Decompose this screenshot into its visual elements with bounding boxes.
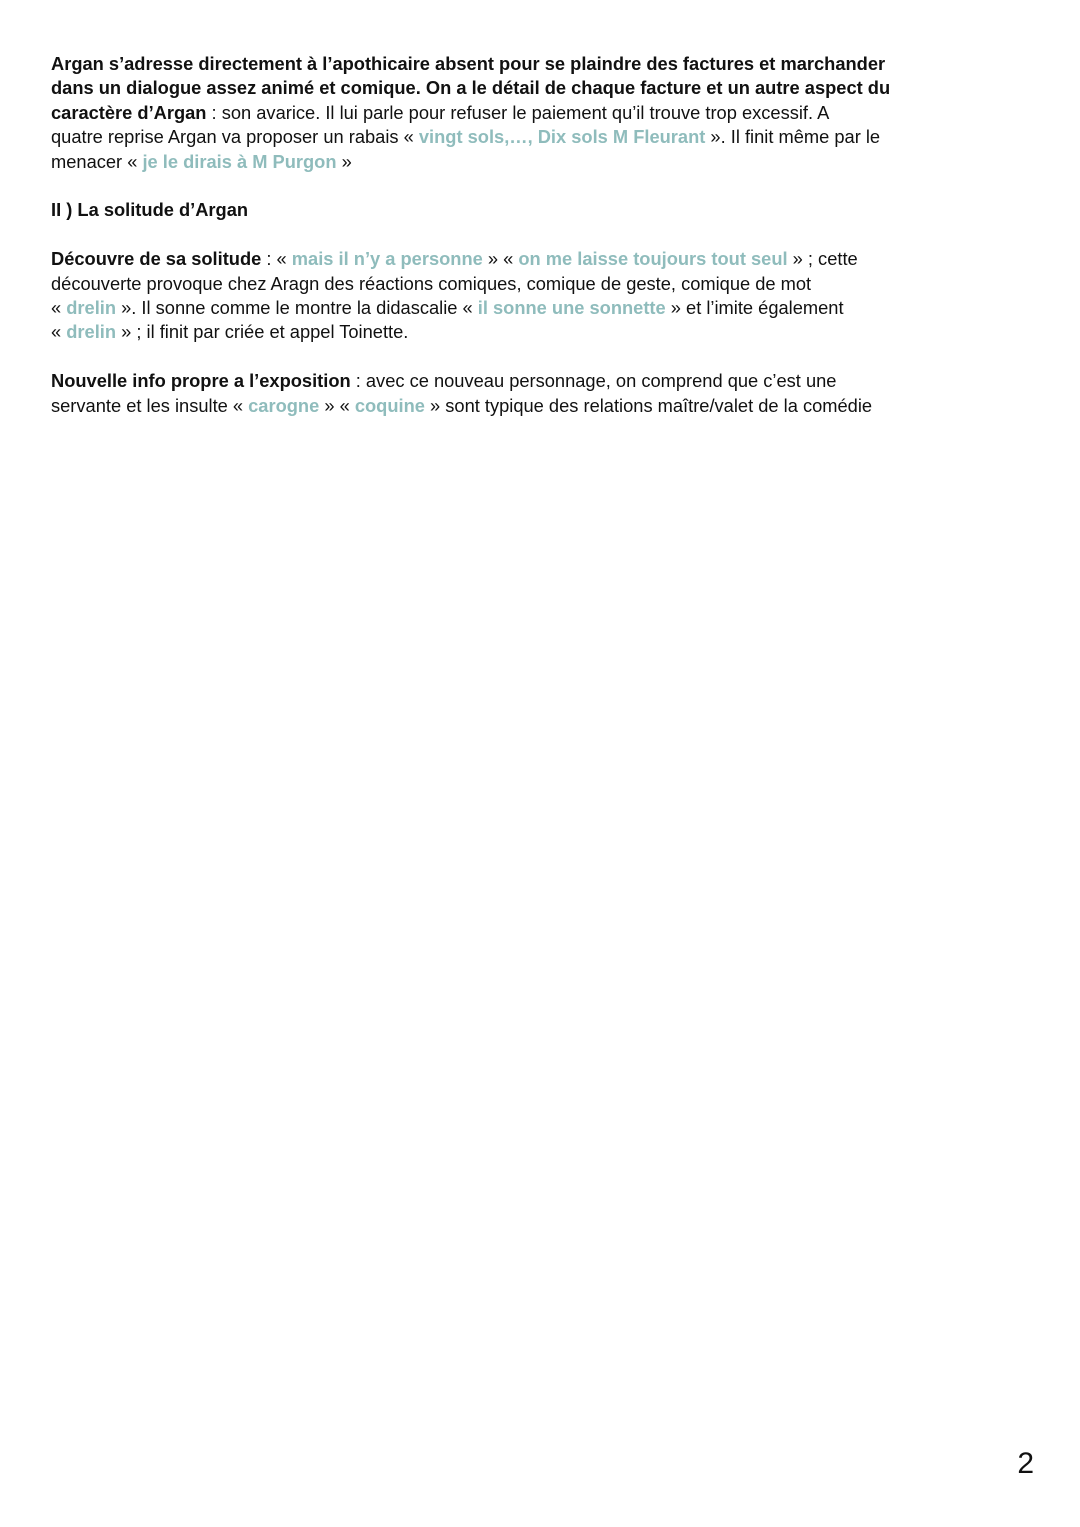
quotation: on me laisse toujours tout seul — [518, 248, 788, 270]
body-text: » « — [482, 248, 519, 270]
spacer — [51, 174, 931, 198]
line — [51, 76, 931, 100]
line — [51, 52, 931, 76]
bold-text: dans un dialogue assez animé et comique. On a le détail de chaque facture et un autre aspect du — [51, 77, 891, 99]
body-text: » ; il finit par criée et appel Toinette. — [116, 321, 409, 343]
body-text: » ; cette — [787, 248, 858, 270]
spacer — [51, 345, 931, 369]
paragraph-solitude — [51, 247, 931, 345]
quotation: coquine — [354, 394, 425, 416]
quotation: je le dirais à M Purgon — [142, 150, 337, 172]
body-text: ». Il sonne comme le montre la didascalie « — [116, 297, 478, 319]
body-text: » — [336, 150, 352, 172]
line — [51, 320, 931, 344]
body-text: : « — [261, 248, 292, 270]
line — [51, 369, 931, 393]
line — [51, 247, 931, 271]
body-text: servante et les insulte « — [51, 394, 249, 416]
section-heading — [51, 198, 931, 222]
body-text: : son avarice. Il lui parle pour refuser le paiement qu’il trouve trop excessif. A — [206, 101, 830, 123]
quotation: drelin — [66, 321, 117, 343]
quotation: vingt sols,…, Dix sols M Fleurant — [418, 126, 706, 148]
line — [51, 150, 931, 174]
line — [51, 101, 931, 125]
body-text: » sont typique des relations maître/valet de la comédie — [424, 394, 873, 416]
bold-text: Argan s’adresse directement à l’apothicaire absent pour se plaindre des factures et marchander — [51, 53, 886, 74]
bold-text: caractère d’Argan — [51, 101, 207, 123]
line — [51, 198, 931, 222]
body-text: : avec ce nouveau personnage, on comprend que c’est une — [350, 370, 837, 392]
bold-text: Nouvelle info propre a l’exposition — [51, 370, 351, 392]
body-text: » « — [319, 394, 355, 416]
paragraph-argan-factures — [51, 52, 931, 174]
body-text: » et l’imite également — [665, 297, 844, 319]
document-body — [51, 52, 931, 418]
quotation: drelin — [66, 297, 117, 319]
line — [51, 125, 931, 149]
line — [51, 272, 931, 296]
body-text: ». Il finit même par le — [705, 126, 881, 148]
bold-text: Découvre de sa solitude — [51, 248, 262, 270]
line — [51, 296, 931, 320]
heading-text: II ) La solitude d’Argan — [51, 199, 249, 221]
quotation: carogne — [248, 394, 320, 416]
paragraph-exposition — [51, 369, 931, 418]
quotation: il sonne une sonnette — [477, 297, 666, 319]
body-text: menacer « — [51, 150, 143, 172]
spacer — [51, 223, 931, 247]
body-text: découverte provoque chez Aragn des réactions comiques, comique de geste, comique de mot — [51, 272, 812, 294]
body-text: « — [51, 321, 67, 343]
body-text: quatre reprise Argan va proposer un rabais « — [51, 126, 419, 148]
body-text: « — [51, 297, 67, 319]
line — [51, 394, 931, 418]
page-number: 2 — [1017, 1447, 1034, 1480]
quotation: mais il n’y a personne — [291, 248, 483, 270]
